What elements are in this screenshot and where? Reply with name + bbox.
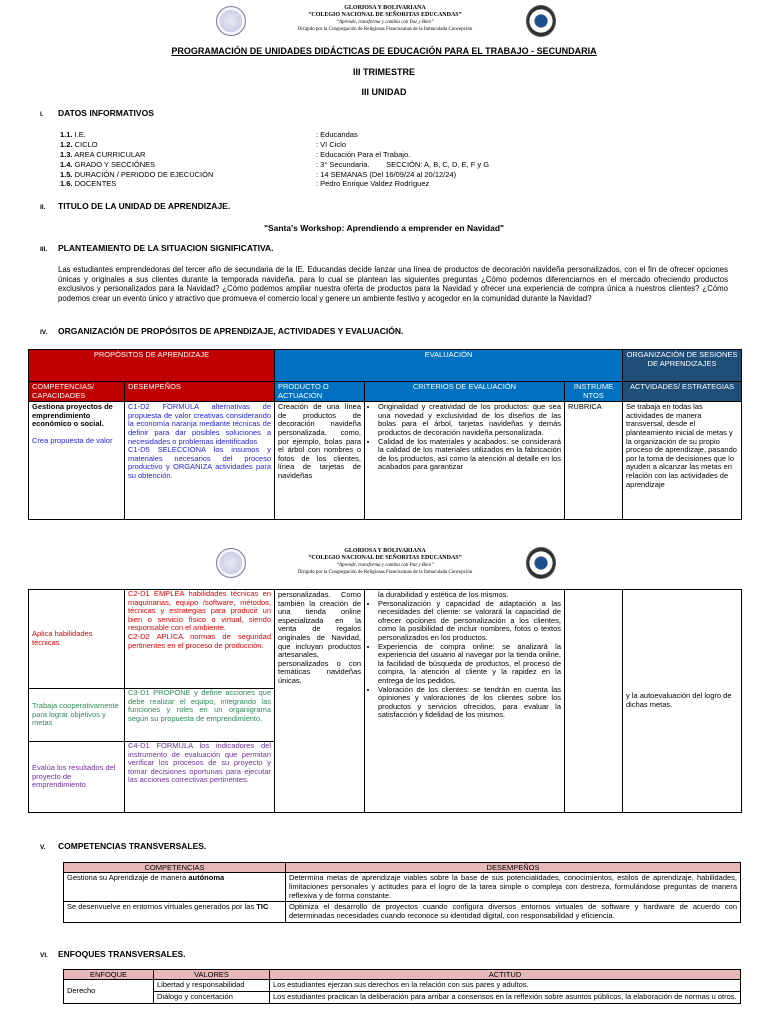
unidad-label: III UNIDAD: [361, 87, 407, 97]
header-propositos: PROPÓSITOS DE APRENDIZAJE: [29, 350, 275, 382]
header-criterios: CRITERIOS DE EVALUACIÓN: [365, 382, 565, 402]
criterios-cell-2: [365, 590, 565, 813]
school-crest-left-icon: [216, 6, 246, 36]
header-evaluacion: EVALUACIÓN: [275, 350, 623, 382]
capacidad-4: Evalúa los resultados del proyecto de emprendimiento: [32, 763, 116, 790]
desempeno-c3-d1: C3-D1 PROPONE y define acciones que debe realizar el equipo, integrando las funciones y roles en un organigrama según su propuesta de emprendimiento.: [125, 689, 274, 742]
section-4-heading: [40, 326, 403, 336]
section-1-number: I.: [40, 111, 44, 118]
section-4-title: ORGANIZACIÓN DE PROPÓSITOS DE APRENDIZAJE, ACTIVIDADES Y EVALUACIÓN.: [58, 326, 404, 336]
datos-row: [60, 140, 620, 150]
instrumento-cell-2: [565, 590, 623, 813]
organization-table-part-2: [28, 589, 742, 813]
header-line-2: “COLEGIO NACIONAL DE SEÑORITAS EDUCANDAS”: [308, 555, 462, 561]
actividad-cell-2: y la autoevaluación del logro de dichas metas.: [623, 590, 742, 813]
header-producto: PRODUCTO O ACTUACIÓN: [275, 382, 365, 402]
school-crest-right-icon: [526, 5, 556, 37]
header-line-4: Dirigido por la Congregación de Religiosas Franciscanas de la Inmaculada Concepción: [297, 570, 473, 575]
capacidad-1: Crea propuesta de valor: [32, 435, 113, 445]
criterio-2-continued: la durabilidad y estética de los mismos.: [378, 590, 509, 599]
criterio-4: • Experiencia de compra online: se analizará la experiencia del usuario al navegar por la tienda online, la facilidad de búsqueda de productos, el proceso de compra, la atención al cliente y la rapidez en la entrega de los pedidos.: [378, 643, 561, 686]
datos-value: : Educación Para el Trabajo.: [316, 149, 411, 159]
page-title: PROGRAMACIÓN DE UNIDADES DIDÁCTICAS DE EDUCACIÓN PARA EL TRABAJO - SECUNDARIA: [171, 46, 597, 56]
school-header: [260, 5, 510, 33]
section-6-heading: [40, 949, 186, 959]
desempeno-c1-d2: C1-D2 FORMULA alternativas de propuesta de valor creativas considerando la economía naranja mediante técnicas de definir para dar posibles soluciones a necesidades o problemas identificados: [128, 402, 271, 446]
datos-num: 1.3.: [60, 149, 73, 159]
section-6-number: VI.: [40, 952, 48, 959]
enfoque-derecho: Derecho: [64, 980, 154, 1004]
des-transversal-2: Optimiza el desarrollo de proyectos cuando configura diversos entornos virtuales de software y hardware de acuerdo con determinadas necesidades cuando reconoce su identidad digital, con responsabilidad y eficiencia.: [286, 902, 741, 923]
section-3-number: III.: [40, 246, 48, 253]
datos-row: [60, 150, 620, 160]
comp-transversal-2-bold: TIC: [256, 902, 269, 912]
datos-label: GRADO Y SECCIÓNES: [74, 159, 156, 169]
desempenos-cell-1: [125, 402, 275, 520]
competencia-text: Gestiona proyectos de emprendimiento económico o social.: [32, 402, 113, 429]
datos-label: CICLO: [74, 139, 98, 149]
header-line-3: “Aprende, transforma y cambia con Paz y Bien”: [336, 563, 434, 568]
datos-value: : VI Ciclo: [316, 139, 347, 149]
header-instrumentos: INSTRUME NTOS: [565, 382, 623, 402]
criterios-cell-1: [365, 402, 565, 520]
competencia-cell: [29, 402, 125, 520]
header-line-3: “Aprende, transforma y cambia con Paz y Bien”: [336, 20, 434, 25]
datos-num: 1.5.: [60, 169, 73, 179]
school-header-p2: [260, 548, 510, 576]
datos-value: : 14 SEMANAS (Del 16/09/24 al 20/12/24): [316, 169, 457, 179]
desempenos-c2: [125, 590, 274, 689]
datos-num: 1.2.: [60, 139, 73, 149]
criterio-5: • Valoración de los clientes: se tendrán en cuenta las opiniones y valoraciones de los clientes sobre los productos y servicios ofrecidos, para evaluar la satisfacción y fidelidad de los mismos.: [378, 686, 561, 720]
producto-cell-2: personalizadas. Como también la creación de una tienda online especializada en la venta de regalos originales de Navidad, que incluyan productos artesanales, personalizados o con temáticas navideñas únicas.: [275, 590, 365, 813]
section-3-heading: [40, 243, 274, 253]
situacion-paragraph: Las estudiantes emprendedoras del tercer año de secundaria de la IE. Educandas decide lanzar una línea de productos de decoración navideña personalizados, con el fin de ofrecer opciones únicas y originales a sus clientes durante la temporada navideña. para lo cual se plantean las siguientes preguntas ¿Cómo podemos diferenciarnos en el mercado ofreciendo productos exclusivos y personalizados para la Navidad? ¿Cómo podemos ampliar nuestra oferta de productos para la Navidad y ofrecer una experiencia de compra única a nuestros clientes? ¿Cómo podemos crear un evento único y atractivo que promueva el comercio local y genere un ambiente festivo y acogedor en la comunidad durante la Navidad?: [58, 265, 728, 303]
datos-value: : 3° Secundaria. SECCIÓN: A, B, C, D, E, F y G: [316, 159, 490, 169]
instrumento-cell: RUBRICA: [565, 402, 623, 520]
header-line-1: GLORIOSA Y BOLIVARIANA: [344, 5, 426, 11]
comp-transversal-1: [64, 873, 286, 902]
header-line-1: GLORIOSA Y BOLIVARIANA: [344, 548, 426, 554]
datos-row: [60, 130, 620, 140]
actitud-1: Los estudiantes ejerzan sus derechos en la relación con sus pares y adultos.: [270, 980, 741, 992]
school-crest-left-icon-p2: [216, 548, 246, 578]
header-desempenos: DESEMPEÑOS: [125, 382, 275, 402]
criterio-1: • Originalidad y creatividad de los productos: que sea una novedad y exclusividad de los diseños de las bolas para el árbol, tarjetas navideñas y demás productos de decoración navideña personalizada.: [378, 403, 561, 437]
header-competencias: COMPETENCIAS/ CAPACIDADES: [29, 382, 125, 402]
producto-cell-1: Creación de una línea de productos de decoración navideña personalizada, como, por ejemplo, bolas para el árbol con nombres o fotos de los clientes, línea de tarjetas de navideñas: [275, 402, 365, 520]
valor-1: Libertad y responsabilidad: [154, 980, 270, 992]
desempeno-c1-d5: C1-D5 SELECCIONA los insumos y materiales necesarios del proceso productivo y ORGANIZA actividades para su obtención.: [128, 445, 271, 480]
datos-num: 1.6.: [60, 179, 73, 189]
header-comp-transversal: COMPETENCIAS: [64, 863, 286, 873]
comp-transversal-2-text: Se desenvuelve en entornos virtuales generados por las: [67, 902, 257, 912]
desempenos-cell-2: [125, 590, 275, 813]
comp-transversal-1-text: Gestiona su Aprendizaje de manera: [67, 873, 189, 882]
section-3-title: PLANTEAMIENTO DE LA SITUACION SIGNIFICATIVA.: [58, 243, 274, 253]
section-4-number: IV.: [40, 329, 48, 336]
trimestre-label: III TRIMESTRE: [352, 67, 415, 77]
desempeno-c2-d2: C2-D2 APLICA normas de seguridad pertinentes en el proceso de producción.: [128, 631, 271, 650]
des-transversal-1: Determina metas de aprendizaje viables sobre la base de sus potencialidades, conocimientos, estilos de aprendizaje, habilidades, limitaciones personales y actitudes para el logro de la tarea simple o compleja con destreza, formulándose preguntas de manera reflexiva y de forma constante.: [286, 873, 741, 902]
header-enfoque: ENFOQUE: [64, 970, 154, 980]
header-line-4: Dirigido por la Congregación de Religiosas Franciscanas de la Inmaculada Concepción: [297, 27, 473, 32]
capacidad-3: Trabaja cooperativamente para lograr objetivos y metas: [29, 689, 124, 742]
header-organizacion: ORGANIZACIÓN DE SESIONES DE APRENDIZAJES: [623, 350, 742, 382]
datos-value: : Educandas: [316, 130, 358, 139]
section-1-heading: [40, 108, 154, 118]
datos-num: 1.4.: [60, 159, 73, 169]
datos-value: : Pedro Enrique Valdez Rodríguez: [316, 179, 430, 189]
comp-transversal-1-bold: autónoma: [188, 873, 225, 882]
section-1-title: DATOS INFORMATIVOS: [58, 108, 154, 118]
datos-num: 1.1.: [60, 130, 73, 139]
section-5-heading: [40, 841, 206, 851]
comp-transversal-2: [64, 902, 286, 923]
desempeno-c4-d1: C4-D1 FORMULA los indicadores del instrumento de evaluación que permitan verificar los procesos de su proyecto y tomar decisiones oportunas para ejecutar las acciones correctivas pertinentes.: [128, 742, 271, 785]
capacidad-2: Aplica habilidades técnicas: [29, 590, 124, 689]
datos-label: I.E.: [74, 130, 86, 139]
datos-row: [60, 170, 620, 180]
section-2-number: II.: [40, 204, 46, 211]
actitud-2: Los estudiantes practican la deliberación para arribar a consensos en la reflexión sobre asuntos públicos, la elaboración de normas u otros.: [270, 991, 741, 1003]
datos-label: AREA CURRICULAR: [74, 149, 146, 159]
desempeno-c2-d1: C2-D1 EMPLEA habilidades técnicas en maquinarias, equipo /software, métodos, técnicas y estrategias para producir un bien o servicio físico o virtual, siendo responsable con el ambiente.: [128, 590, 271, 633]
header-desempenos-transversal: DESEMPEÑOS: [286, 863, 741, 873]
datos-label: DURACIÓN / PERIODO DE EJECUCIÓN: [74, 169, 214, 179]
section-5-title: COMPETENCIAS TRANSVERSALES.: [58, 841, 207, 851]
datos-row: [60, 160, 620, 170]
organization-table-part-1: [28, 349, 742, 520]
criterio-3: • Personalización y capacidad de adaptación a las necesidades del cliente: se valorará la capacidad de ofrecer opciones de personalización a los clientes, como la posibilidad de incluir nombres, fotos o textos personalizados en los productos.: [378, 600, 561, 643]
enfoques-transversales-table: [63, 969, 741, 1004]
competencias-transversales-table: [63, 862, 741, 923]
unit-title: "Santa's Workshop: Aprendiendo a emprender en Navidad": [263, 223, 505, 233]
section-2-heading: [40, 201, 230, 211]
header-valores: VALORES: [154, 970, 270, 980]
header-line-2: “COLEGIO NACIONAL DE SEÑORITAS EDUCANDAS”: [308, 12, 462, 18]
capacidades-cell: [29, 590, 125, 813]
section-5-number: V.: [40, 844, 46, 851]
valor-2: Diálogo y concertación: [154, 991, 270, 1003]
datos-list: [60, 130, 620, 189]
section-6-title: ENFOQUES TRANSVERSALES.: [58, 949, 186, 959]
header-actitud: ACTITUD: [270, 970, 741, 980]
actividad-cell-1: Se trabaja en todas las actividades de manera transversal, desde el planteamiento inicial de metas y la organización de su propio proceso de aprendizaje, pasando por la toma de decisiones que lo ayuden a alcanzar las metas en relación con las actividades de aprendizaje: [623, 402, 742, 520]
school-crest-right-icon-p2: [526, 547, 556, 579]
section-2-title: TITULO DE LA UNIDAD DE APRENDIZAJE.: [58, 201, 231, 211]
datos-label: DOCENTES: [74, 179, 117, 189]
header-actividades: ACTVIDADES/ ESTRATEGIAS: [623, 382, 742, 402]
datos-row: [60, 179, 620, 189]
criterio-2: • Calidad de los materiales y acabados: se considerará la calidad de los materiales utilizados en la fabricación de los productos, así como la atención al detalle en los acabados para garantizar: [378, 438, 561, 472]
